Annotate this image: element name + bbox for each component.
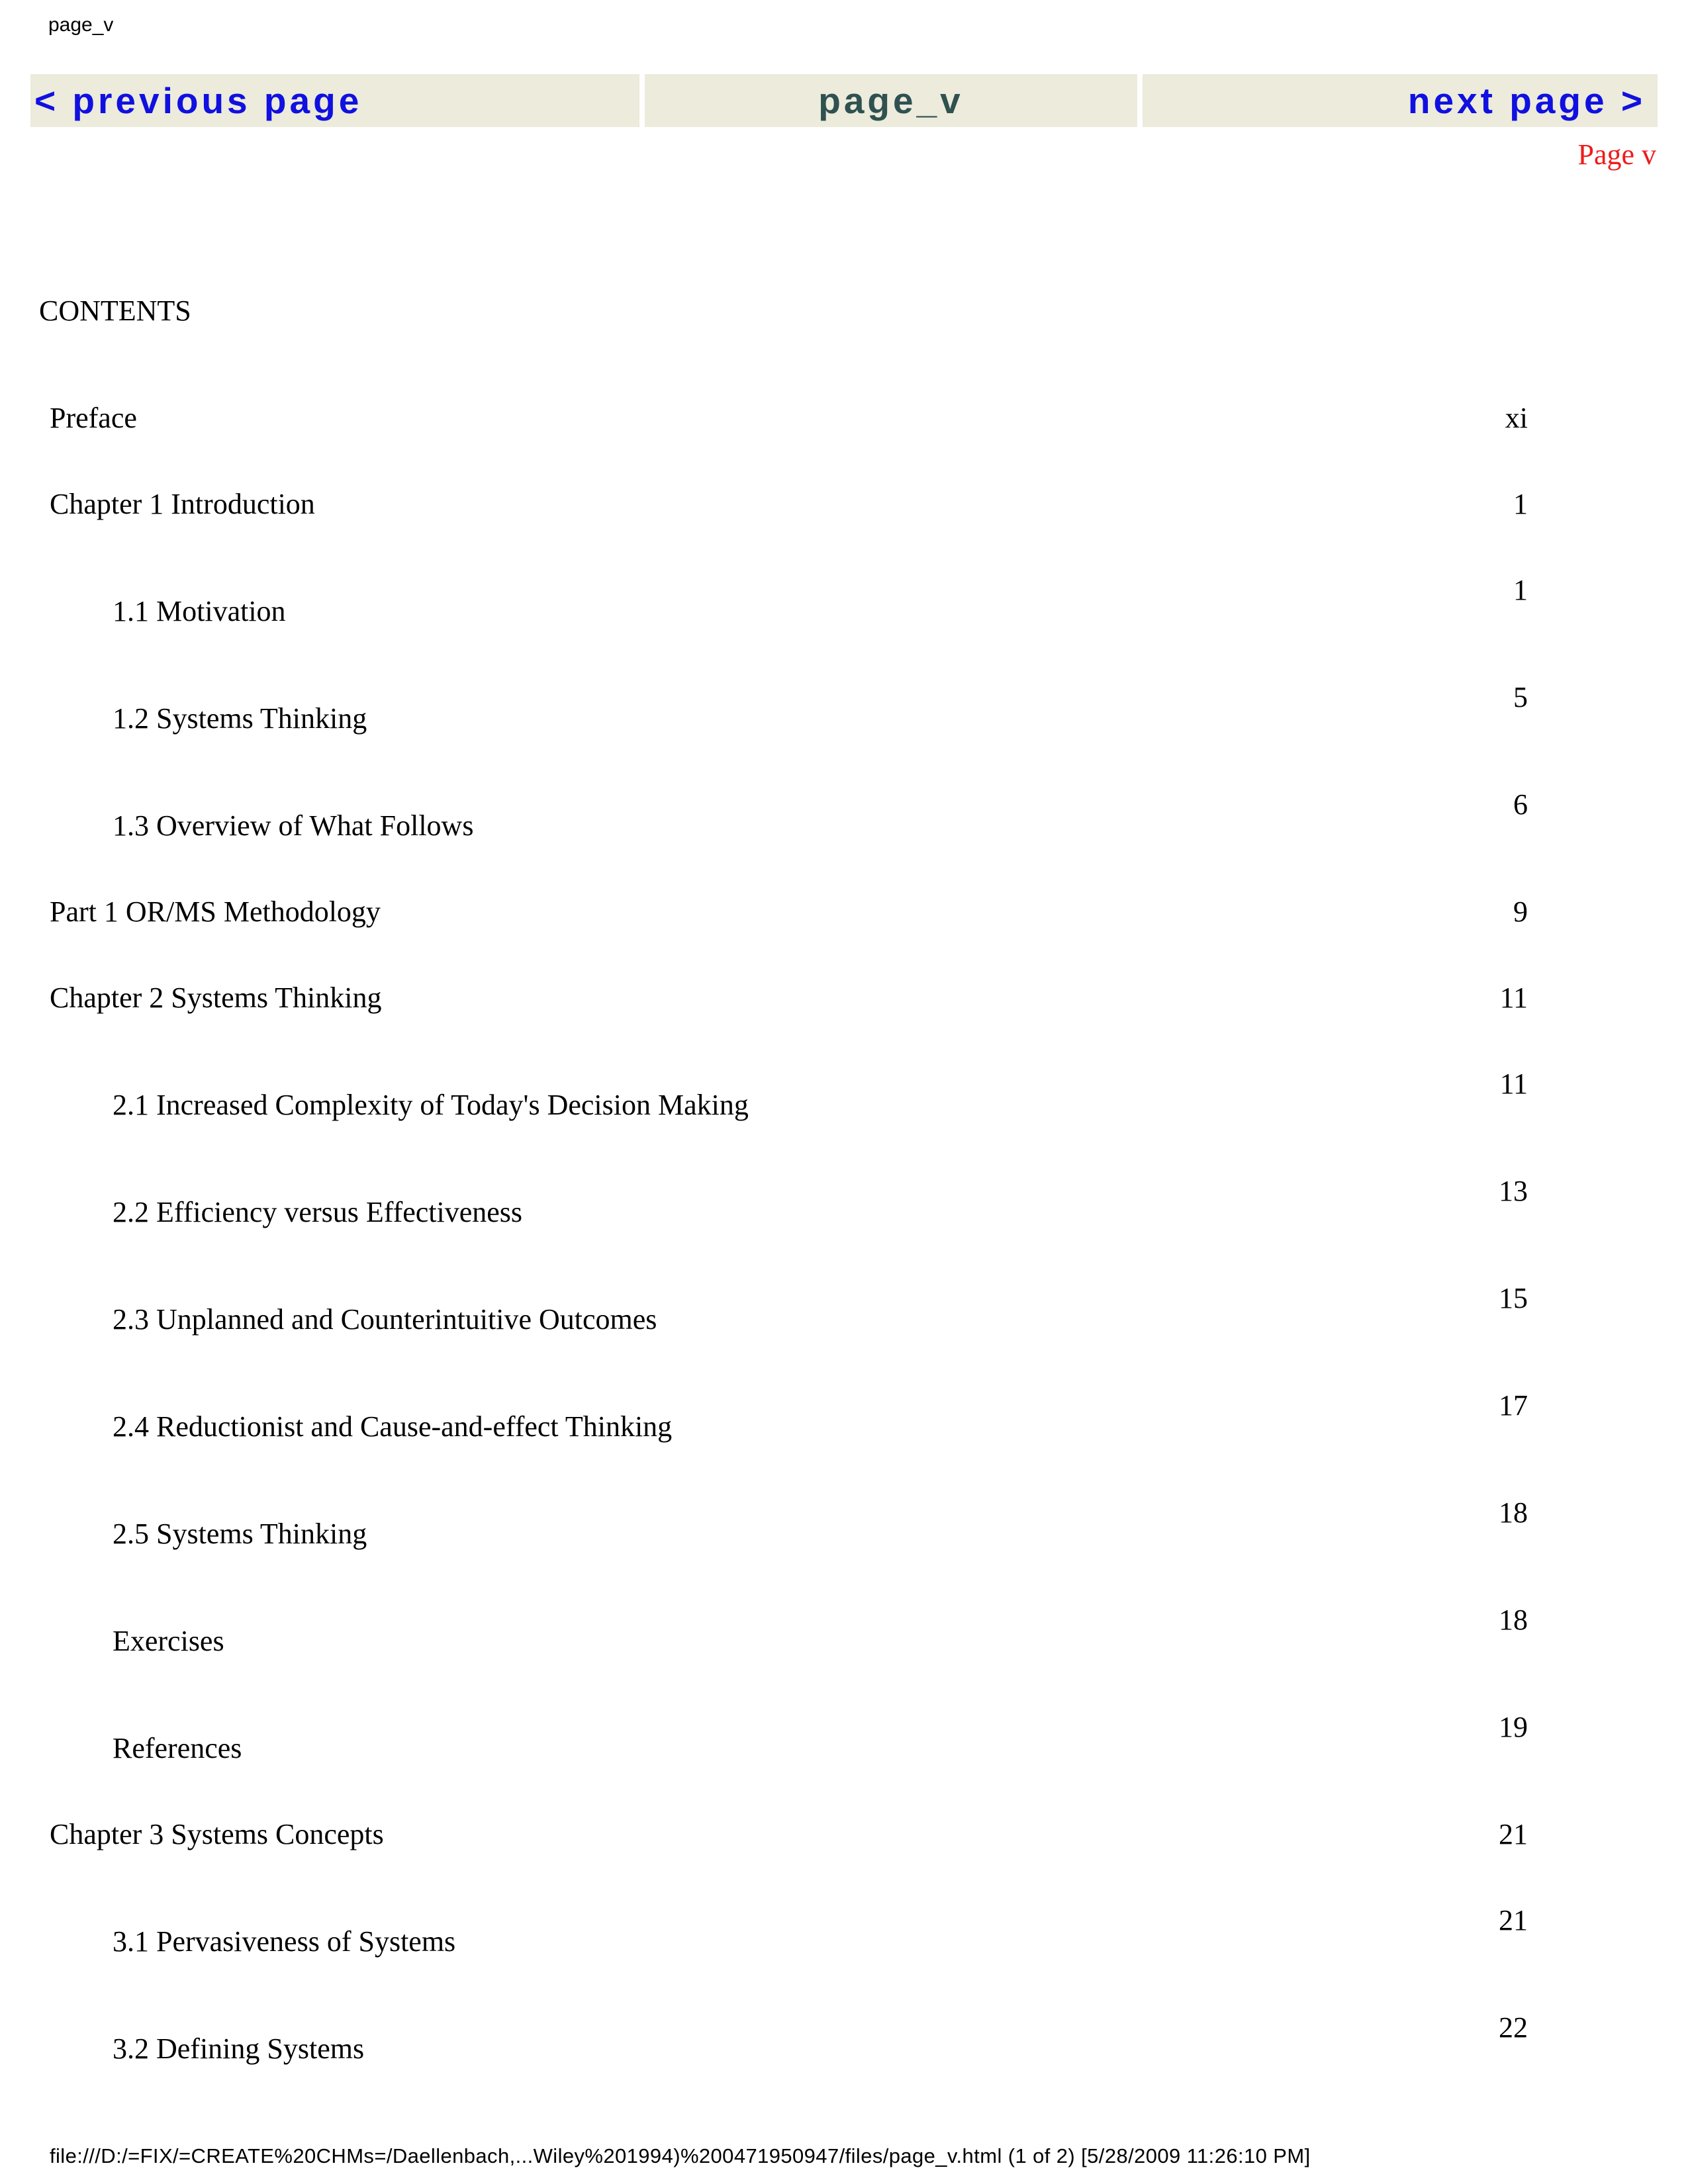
toc-entry-title: 3.1 Pervasiveness of Systems: [113, 1925, 456, 1958]
toc-entry-title: 2.1 Increased Complexity of Today's Decision Making: [113, 1089, 749, 1121]
window-title: page_v: [48, 14, 114, 36]
toc-entry-title: 2.2 Efficiency versus Effectiveness: [113, 1196, 523, 1228]
toc-entry-page-number: 11: [1499, 1068, 1528, 1100]
toc-entry-page-number: 18: [1499, 1496, 1528, 1529]
toc-entry-title: References: [113, 1732, 242, 1764]
toc-entry-page-number: 18: [1499, 1604, 1528, 1636]
current-page-label: page_v: [645, 74, 1137, 127]
toc-entry-title: Chapter 1 Introduction: [50, 488, 315, 520]
toc-entry-page-number: 1: [1513, 574, 1528, 606]
contents-heading: CONTENTS: [39, 295, 191, 327]
toc-entry-page-number: 22: [1499, 2011, 1528, 2044]
next-page-link[interactable]: next page >: [1143, 74, 1658, 127]
toc-entry-title: Preface: [50, 402, 137, 434]
toc-entry-title: 2.3 Unplanned and Counterintuitive Outcomes: [113, 1303, 657, 1336]
toc-entry-page-number: 1: [1513, 488, 1528, 520]
previous-page-link[interactable]: < previous page: [30, 74, 639, 127]
file-path-footer: file:///D:/=FIX/=CREATE%20CHMs=/Daellenbach,...Wiley%201994)%200471950947/files/page_v.html (1 of 2) [5/28/2009 11:26:10 PM]: [50, 2144, 1311, 2167]
toc-entry-title: 3.2 Defining Systems: [113, 2032, 365, 2065]
toc-entry-title: 1.3 Overview of What Follows: [113, 809, 474, 842]
toc-entry-title: 1.1 Motivation: [113, 595, 286, 627]
toc-entry-page-number: 21: [1499, 1818, 1528, 1850]
toc-entry-title: 2.4 Reductionist and Cause-and-effect Thinking: [113, 1410, 673, 1443]
toc-entry-page-number: 5: [1513, 681, 1528, 713]
toc-entry-title: 2.5 Systems Thinking: [113, 1518, 367, 1550]
toc-entry-title: 1.2 Systems Thinking: [113, 702, 367, 735]
toc-entry-page-number: 11: [1499, 981, 1528, 1014]
toc-entry-page-number: 13: [1499, 1175, 1528, 1207]
toc-entry-title: Part 1 OR/MS Methodology: [50, 895, 381, 928]
page-marker: Page v: [1577, 138, 1656, 171]
toc-entry-page-number: xi: [1505, 402, 1528, 434]
toc-entry-page-number: 15: [1499, 1282, 1528, 1314]
toc-entry-page-number: 17: [1499, 1389, 1528, 1422]
toc-entry-page-number: 6: [1513, 788, 1528, 821]
toc-entry-page-number: 21: [1499, 1904, 1528, 1936]
toc-entry-title: Chapter 3 Systems Concepts: [50, 1818, 384, 1850]
toc-entry-title: Exercises: [113, 1625, 224, 1657]
toc-entry-page-number: 19: [1499, 1711, 1528, 1743]
toc-entry-page-number: 9: [1513, 895, 1528, 928]
toc-entry-title: Chapter 2 Systems Thinking: [50, 981, 382, 1014]
